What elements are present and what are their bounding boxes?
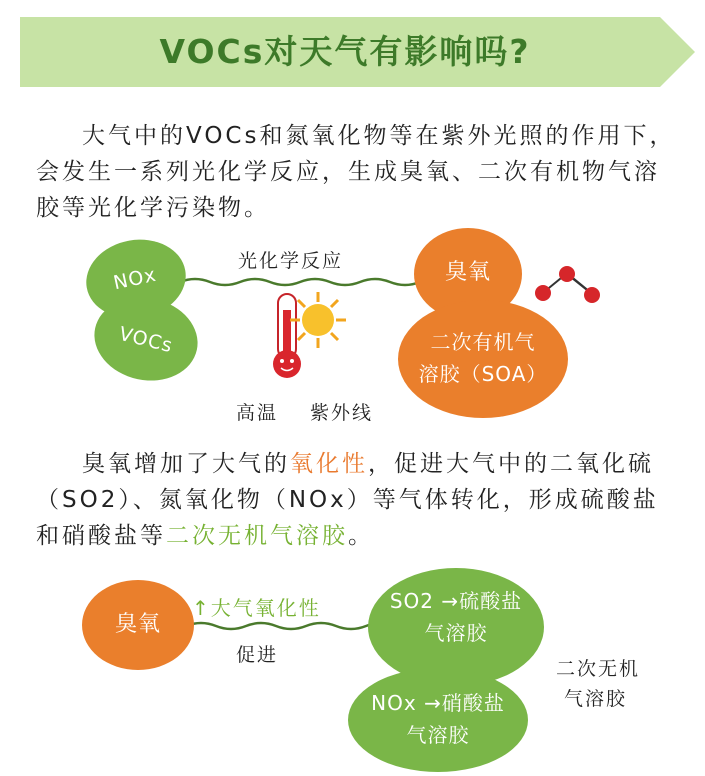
soa-label-line1: 二次有机气: [430, 330, 536, 354]
secondary-inorganic-line1: 二次无机: [556, 658, 641, 680]
so2-label-line2: 气溶胶: [424, 621, 488, 645]
intro-paragraph-text: 大气中的VOCs和氮氧化物等在紫外光照的作用下，会发生一系列光化学反应，生成臭氧、二次有机物气溶胶等光化学污染物。: [36, 123, 676, 221]
para2-highlight-oxidation: 氧化性: [290, 451, 368, 477]
para2-highlight-aerosol: 二次无机气溶胶: [166, 523, 348, 549]
secondary-inorganic-line2: 气溶胶: [564, 688, 628, 710]
ozone-label-2: 臭氧: [114, 612, 161, 637]
nox-label: NOx: [111, 263, 159, 295]
page-title: VOCs对天气有影响吗?: [159, 32, 531, 71]
para2-text-3: 。: [348, 523, 374, 549]
vocs-label: VOCs: [116, 322, 176, 358]
uv-label: 紫外线: [310, 402, 374, 424]
so2-label-line1: SO2 →硫酸盐: [389, 589, 523, 613]
para2-text-2: ，促进大气中的二氧化硫（SO2）、氮氧化物（NOx）等气体转化，形成硫酸盐和硝酸盐等: [36, 451, 659, 549]
promote-label: 促进: [236, 644, 279, 666]
nox-label-line1: NOx →硝酸盐: [371, 691, 505, 715]
high-temp-label: 高温: [236, 402, 279, 424]
ozone-label: 臭氧: [444, 260, 491, 285]
nox-label-line2: 气溶胶: [406, 723, 470, 747]
reaction-label: 光化学反应: [238, 250, 344, 272]
para2-text-1: 臭氧增加了大气的: [82, 451, 290, 477]
oxidation-increase-label: ↑大气氧化性: [192, 596, 321, 620]
soa-label-line2: 溶胶（SOA）: [418, 362, 548, 386]
